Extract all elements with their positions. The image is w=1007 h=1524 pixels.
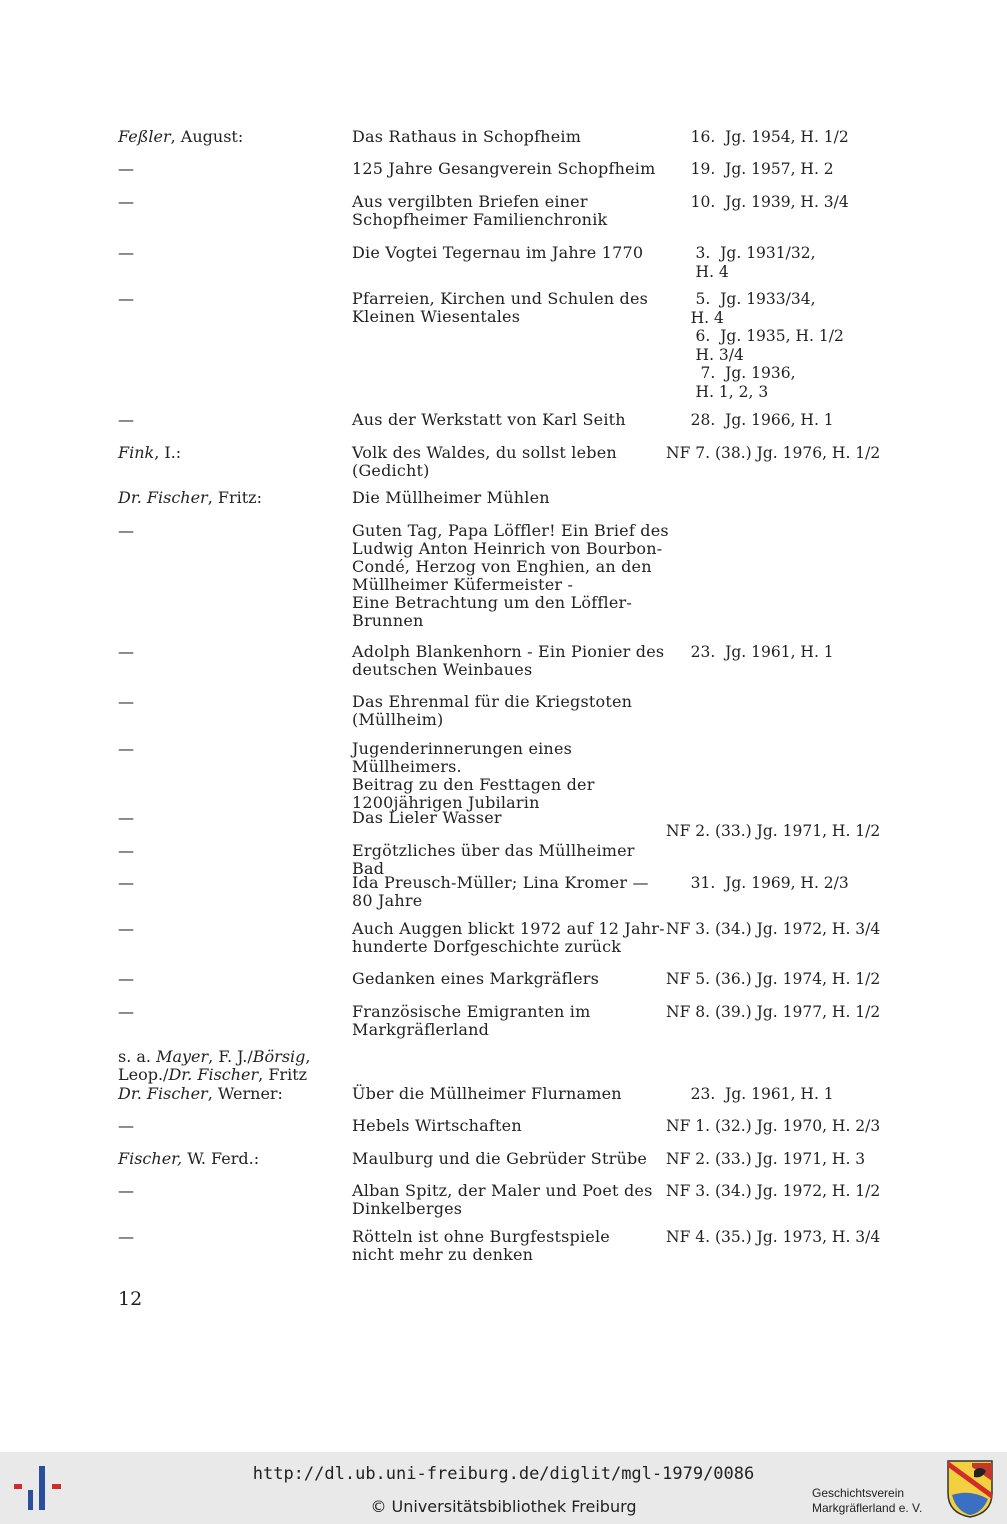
entry-author: — xyxy=(118,739,134,758)
entry-title: 125 Jahre Gesangverein Schopfheim xyxy=(352,159,656,178)
entry-author: — xyxy=(118,410,134,429)
viewer-footer xyxy=(0,1452,1007,1524)
entry-reference: NF 7. (38.) Jg. 1976, H. 1/2 xyxy=(666,444,881,462)
entry-title: Adolph Blankenhorn - Ein Pionier des deutschen Weinbaues xyxy=(352,642,665,679)
entry-title: Ida Preusch-Müller; Lina Kromer — 80 Jahre xyxy=(352,873,649,910)
entry-reference: NF 2. (33.) Jg. 1971, H. 3 xyxy=(666,1150,866,1168)
entry-reference: NF 4. (35.) Jg. 1973, H. 3/4 xyxy=(666,1228,881,1246)
entry-title: Alban Spitz, der Maler und Poet des Dinkelberges xyxy=(352,1181,653,1218)
entry-title: Französische Emigranten im Markgräflerland xyxy=(352,1002,591,1039)
entry-title: Ergötzliches über das Müllheimer Bad xyxy=(352,841,635,878)
entry-reference: 31. Jg. 1969, H. 2/3 xyxy=(666,874,849,892)
entry-title: Das Rathaus in Schopfheim xyxy=(352,127,582,146)
entry-author: — xyxy=(118,919,134,938)
entry-reference: 5. Jg. 1933/34, H. 4 6. Jg. 1935, H. 1/2 H. 3/4 7. Jg. 1936, H. 1, 2, 3 xyxy=(690,290,844,401)
entry-reference: 23. Jg. 1961, H. 1 xyxy=(666,1085,834,1103)
entry-author: — xyxy=(118,289,134,308)
entry-author: — xyxy=(118,873,134,892)
entry-author: — xyxy=(118,159,134,178)
source-url[interactable]: http://dl.ub.uni-freiburg.de/diglit/mgl-1979/0086 xyxy=(252,1464,755,1484)
entry-author: — xyxy=(118,521,134,540)
entry-title: Maulburg und die Gebrüder Strübe xyxy=(352,1149,648,1168)
entry-title: Hebels Wirtschaften xyxy=(352,1116,522,1135)
entry-author: Fink, I.: xyxy=(118,443,182,462)
entry-title: Gedanken eines Markgräflers xyxy=(352,969,600,988)
entry-title: Aus der Werkstatt von Karl Seith xyxy=(352,410,626,429)
copyright-notice: © Universitätsbibliothek Freiburg xyxy=(370,1497,637,1516)
entry-reference: NF 3. (34.) Jg. 1972, H. 1/2 xyxy=(666,1182,881,1200)
entry-author: — xyxy=(118,642,134,661)
entry-reference: 10. Jg. 1939, H. 3/4 xyxy=(666,193,849,211)
entry-reference: NF 2. (33.) Jg. 1971, H. 1/2 xyxy=(666,822,881,840)
entry-author: — xyxy=(118,192,134,211)
entry-title: Auch Auggen blickt 1972 auf 12 Jahr- hunderte Dorfgeschichte zurück xyxy=(352,919,665,956)
entry-author: Feßler, August: xyxy=(118,127,244,146)
entry-reference: 19. Jg. 1957, H. 2 xyxy=(666,160,834,178)
entry-author: Fischer, W. Ferd.: xyxy=(118,1149,260,1168)
entry-reference: 3. Jg. 1931/32, H. 4 xyxy=(695,244,816,281)
entry-title: Volk des Waldes, du sollst leben (Gedicht) xyxy=(352,443,617,480)
entry-reference: NF 1. (32.) Jg. 1970, H. 2/3 xyxy=(666,1117,881,1135)
entry-author: s. a. Mayer, F. J./Börsig, Leop./Dr. Fischer, Fritz xyxy=(118,1047,311,1084)
page-number: 12 xyxy=(118,1288,143,1310)
entry-author: — xyxy=(118,243,134,262)
coat-of-arms-icon xyxy=(946,1459,994,1519)
entry-author: — xyxy=(118,1227,134,1246)
entry-author: Dr. Fischer, Werner: xyxy=(118,1084,283,1103)
entry-title: Das Lieler Wasser xyxy=(352,808,502,827)
entry-author: Dr. Fischer, Fritz: xyxy=(118,488,262,507)
entry-reference: NF 8. (39.) Jg. 1977, H. 1/2 xyxy=(666,1003,881,1021)
entry-author: — xyxy=(118,1002,134,1021)
entry-author: — xyxy=(118,1116,134,1135)
entry-reference: 28. Jg. 1966, H. 1 xyxy=(666,411,834,429)
entry-author: — xyxy=(118,692,134,711)
entry-reference: NF 5. (36.) Jg. 1974, H. 1/2 xyxy=(666,970,881,988)
association-name: Geschichtsverein Markgräflerland e. V. xyxy=(812,1486,923,1515)
entry-title: Guten Tag, Papa Löffler! Ein Brief des Ludwig Anton Heinrich von Bourbon- Condé, Herzog von Enghien, an den Müllheimer Küfermeister - Eine Betrachtung um den Löffler- Brunnen xyxy=(352,521,669,630)
entry-title: Aus vergilbten Briefen einer Schopfheimer Familienchronik xyxy=(352,192,608,229)
entry-title: Über die Müllheimer Flurnamen xyxy=(352,1084,622,1103)
entry-reference: NF 3. (34.) Jg. 1972, H. 3/4 xyxy=(666,920,881,938)
entry-author: — xyxy=(118,969,134,988)
entry-title: Rötteln ist ohne Burgfestspiele nicht mehr zu denken xyxy=(352,1227,610,1264)
entry-author: — xyxy=(118,1181,134,1200)
entry-reference: 16. Jg. 1954, H. 1/2 xyxy=(666,128,849,146)
entry-reference: 23. Jg. 1961, H. 1 xyxy=(666,643,834,661)
entry-author: — xyxy=(118,841,134,860)
entry-title: Das Ehrenmal für die Kriegstoten (Müllheim) xyxy=(352,692,633,729)
entry-title: Die Müllheimer Mühlen xyxy=(352,488,550,507)
entry-title: Die Vogtei Tegernau im Jahre 1770 xyxy=(352,243,644,262)
entry-author: — xyxy=(118,808,134,827)
entry-title: Pfarreien, Kirchen und Schulen des Kleinen Wiesentales xyxy=(352,289,649,326)
entry-title: Jugenderinnerungen eines Müllheimers. Beitrag zu den Festtagen der 1200jährigen Jubilarin xyxy=(352,739,595,812)
